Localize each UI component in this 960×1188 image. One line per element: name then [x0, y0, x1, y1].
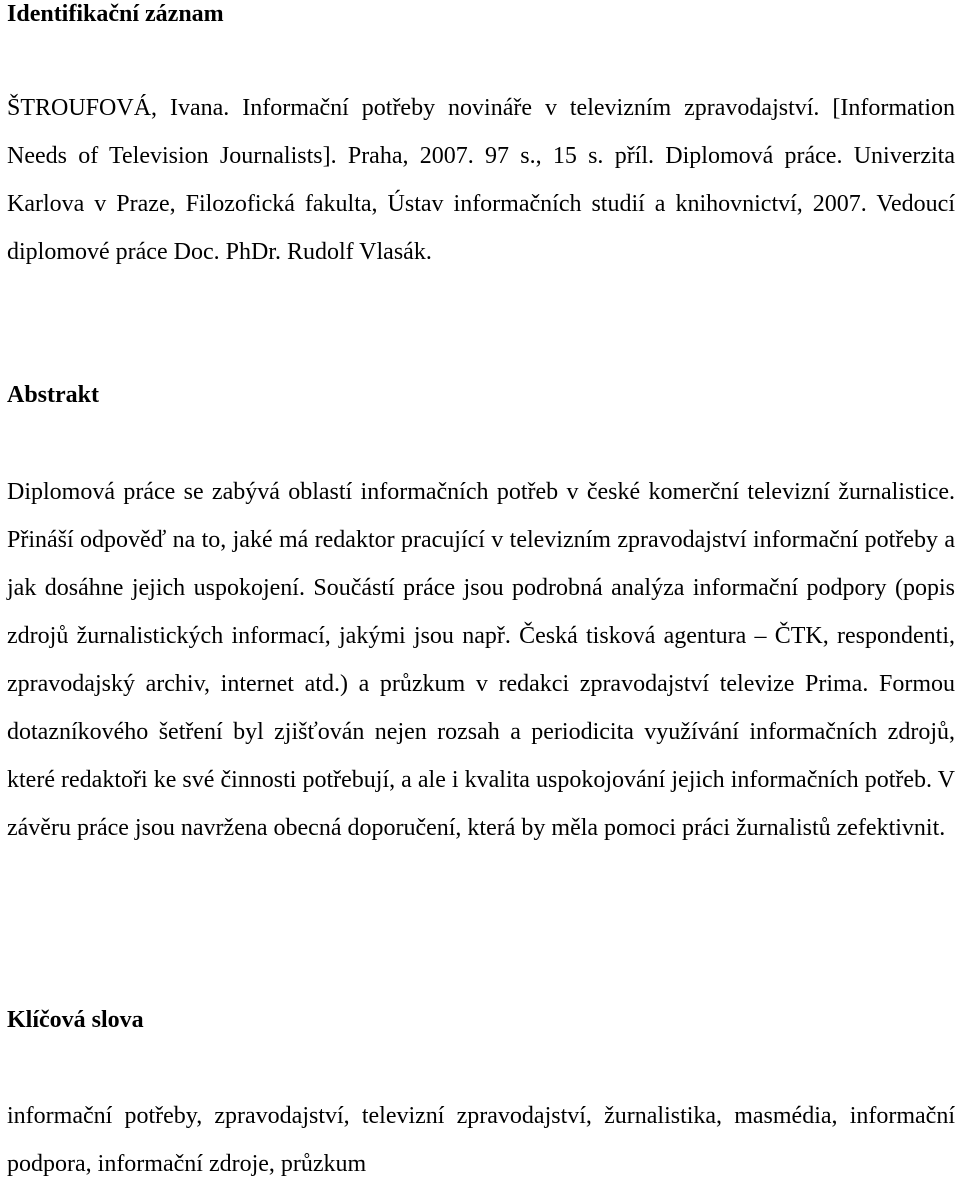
abstract-text: Diplomová práce se zabývá oblastí informačních potřeb v české komerční televizní žurnalistice. Přináší odpověď na to, jaké má redaktor pracující v televizním zpravodajství informační potřeby a jak dosáhne jejich uspokojení. Součástí práce jsou podrobná analýza informační podpory (popis zdrojů žurnalistických informací, jakými jsou např. Česká tisková agentura – ČTK, respondenti, zpravodajský archiv, internet atd.) a průzkum v redakci zpravodajství televize Prima. Formou dotazníkového šetření byl zjišťován nejen rozsah a periodicita využívání informačních zdrojů, které redaktoři ke své činnosti potřebují, a ale i kvalita uspokojování jejich informačních potřeb. V závěru práce jsou navržena obecná doporučení, která by měla pomoci práci žurnalistů zefektivnit. — [7, 479, 955, 841]
identification-text: ŠTROUFOVÁ, Ivana. Informační potřeby novináře v televizním zpravodajství. [Information Needs of Television Journalists]. Praha, 2007. 97 s., 15 s. příl. Diplomová práce. Univerzita Karlova v Praze, Filozofická fakulta, Ústav informačních studií a knihovnictví, 2007. Vedoucí diplomové práce Doc. PhDr. Rudolf Vlasák. — [7, 95, 955, 265]
keywords-text: informační potřeby, zpravodajství, televizní zpravodajství, žurnalistika, masmédia, informační podpora, informační zdroje, průzkum — [7, 1103, 955, 1177]
identification-heading: Identifikační záznam — [7, 1, 224, 27]
abstract-heading: Abstrakt — [7, 382, 100, 408]
keywords-heading: Klíčová slova — [7, 1007, 144, 1033]
